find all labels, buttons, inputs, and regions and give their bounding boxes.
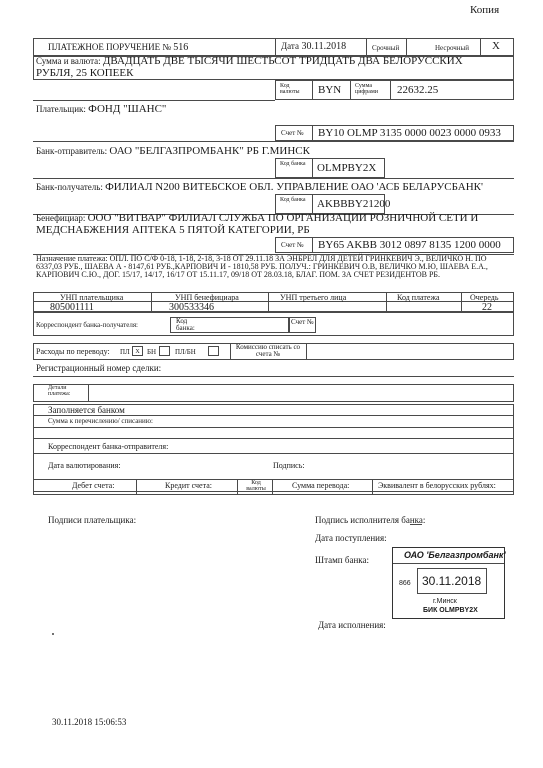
beneficiary-line: Бенефициар: ООО "ВИТВАР" ФИЛИАЛ СЛУЖБА ПО ОРГАНИЗАЦИИ РОЗНИЧНОЙ СЕТИ И МЕДСНАБЖЕНИЯ АПТЕКА 5 ПЯТОЙ КАТЕГОРИИ, РБ [36, 212, 479, 236]
purpose-text: Назначение платежа: ОПЛ. ПО С/Ф 0-18, 1-18, 2-18, 3-18 ОТ 29.11.18 ЗА ЭНБРЕЛ ДЛЯ ДЕТЕЙ ГРИНКЕВИЧ Э., ВЕЛИЧКО Н. ПО 6337,03 РУБ., ШАЕВА А - 8147,61 РУБ.,КАРПОВИЧ И - 1810,58 РУБ. ПОЛУЧ.: ГРИНКЕВИЧ О.В, ВЕЛИЧКО М.Ю, ШАЕВА Е.А., КАРПОВИЧ С.Ю., ДОГ. 15/17, 14/17, 16/17 ОТ 15.11.17, 09/18 ОТ 28.03.18, БЛАГ. ПОМ. ЗА СЧЕТ РЕЗИДЕНТОВ РБ. [36, 254, 488, 279]
transfer-sum-label: Сумма перевода: [292, 481, 350, 490]
order-title: ПЛАТЕЖНОЕ ПОРУЧЕНИЕ № 516 [48, 42, 189, 53]
payer-line: Плательщик: ФОНД "ШАНС" [36, 103, 167, 115]
receipt-date-label: Дата поступления: [315, 533, 387, 543]
cost-option-beneficiary-checkbox[interactable] [159, 346, 170, 356]
stamp-bic: БИК OLMPBY2X [423, 607, 478, 614]
bank-stamp-label: Штамп банка: [315, 555, 369, 565]
amount-words: Сумма и валюта: ДВАДЦАТЬ ДВЕ ТЫСЯЧИ ШЕСТЬСОТ ТРИДЦАТЬ ДВА БЕЛОРУССКИХ РУБЛЯ, 25 КОПЕЕК [36, 55, 463, 79]
sum-digits: 22632.25 [397, 84, 439, 96]
payment-code-label: Код платежа [397, 293, 440, 302]
payer-account: BY10 OLMP 3135 0000 0023 0000 0933 [318, 127, 501, 139]
bank-signature-label: Подпись: [273, 461, 305, 470]
cost-option-payer-checkbox[interactable]: X [132, 346, 143, 356]
payer-account-label: Счет № [281, 129, 304, 137]
queue-value: 22 [482, 302, 492, 313]
bank-sum-label: Сумма к перечислению/ списанию: [48, 417, 153, 425]
cost-option-beneficiary: БН [147, 348, 157, 356]
bank-stamp [392, 547, 505, 619]
correspondent-bank-code-label: Код банка: [176, 317, 195, 333]
details-label: Детали платежа: [48, 385, 71, 398]
equiv-label: Эквивалент в белорусских рублях: [378, 481, 496, 490]
cost-option-shared: ПЛ/БН [175, 348, 196, 356]
sender-bank-line: Банк-отправитель: ОАО "БЕЛГАЗПРОМБАНК" РБ Г.МИНСК [36, 145, 310, 157]
executor-signature-label: Подпись исполнителя банка: [315, 515, 426, 525]
sum-digits-label: Сумма цифрами [355, 83, 378, 96]
payer-signatures-label: Подписи плательщика: [48, 515, 137, 525]
receiver-bank-line: Банк-получатель: ФИЛИАЛ N200 ВИТЕБСКОЕ ОБЛ. УПРАВЛЕНИЕ ОАО 'АСБ БЕЛАРУСБАНК' [36, 181, 483, 193]
commission-label: Комиссию списать со счета № [235, 343, 301, 359]
urgent-label: Срочный [372, 44, 400, 52]
debit-label: Дебет счета: [72, 481, 115, 490]
footer-timestamp: 30.11.2018 15:06:53 [52, 717, 127, 727]
currency-code-label: Код валюты [280, 83, 300, 96]
non-urgent-mark: X [492, 40, 500, 52]
unp-payer-value: 805001111 [50, 302, 94, 313]
copy-label: Копия [470, 4, 500, 16]
order-number: 516 [173, 42, 189, 53]
correspondent-label: Корреспондент банка-получателя: [36, 321, 138, 329]
stamp-bank-name: ОАО 'Белгазпромбанк' [404, 550, 506, 560]
unp-third-party-label: УНП третьего лица [280, 293, 347, 302]
beneficiary-account-label: Счет № [281, 241, 304, 249]
bank-currency-code-label: Код валюты [246, 480, 266, 493]
unp-beneficiary-value: 300533346 [169, 302, 214, 313]
non-urgent-label: Несрочный [435, 44, 469, 52]
cost-option-payer: ПЛ [120, 348, 130, 356]
bank-section-title: Заполняется банком [48, 405, 125, 415]
value-date-label: Дата валютирования: [48, 461, 121, 470]
exec-date-label: Дата исполнения: [318, 620, 386, 630]
stamp-city: г.Минск [433, 598, 457, 605]
receiver-bank-code-label: Код банка [280, 197, 306, 203]
scan-dot [52, 633, 54, 635]
queue-label: Очередь [470, 293, 499, 302]
deal-reg-label: Регистрационный номер сделки: [36, 363, 162, 373]
cost-option-shared-checkbox[interactable] [208, 346, 219, 356]
transfer-costs-label: Расходы по переводу: [36, 347, 110, 356]
sender-bank-code-label: Код банка [280, 161, 306, 167]
beneficiary-account: BY65 AKBB 3012 0897 8135 1200 0000 [318, 239, 501, 251]
correspondent-account-label: Счет № [291, 318, 314, 326]
receiver-bank-code: AKBBBY21200 [317, 198, 391, 210]
stamp-number: 866 [399, 580, 411, 587]
unp-payer-label: УНП плательщика [60, 293, 124, 302]
currency-code: BYN [318, 84, 342, 96]
order-date: Дата 30.11.2018 [281, 41, 347, 52]
sender-bank-code: OLMPBY2X [317, 162, 377, 174]
stamp-date: 30.11.2018 [422, 574, 482, 588]
credit-label: Кредит счета: [165, 481, 212, 490]
unp-beneficiary-label: УНП бенефициара [175, 293, 239, 302]
sender-corr-label: Корреспондент банка-отправителя: [48, 442, 169, 451]
